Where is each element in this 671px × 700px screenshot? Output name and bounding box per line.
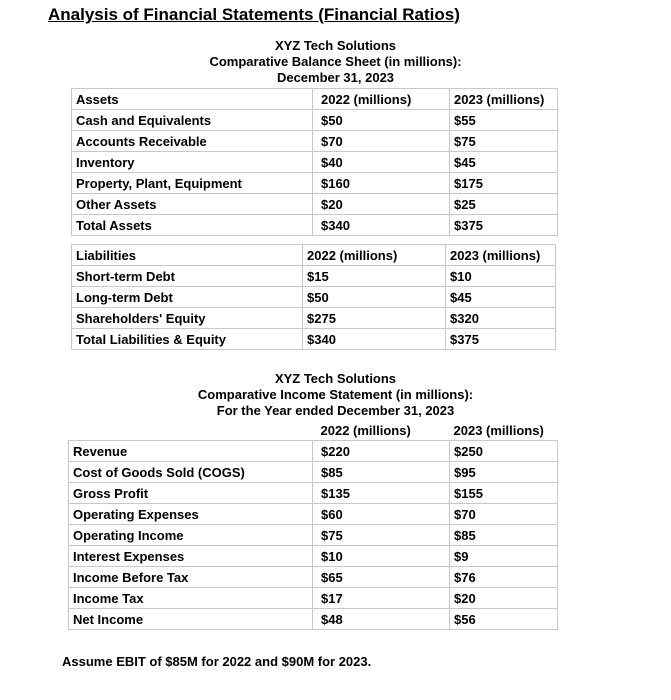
liabilities-row-2022-value: $15 [303, 266, 446, 287]
liabilities-row-2022-value: $340 [303, 329, 446, 350]
assets-row [72, 173, 558, 194]
assets-row-2023-value: $25 [450, 194, 558, 215]
assets-header-row [72, 89, 558, 110]
assets-row-label: Other Assets [72, 194, 313, 215]
liabilities-row-2022-value: $275 [303, 308, 446, 329]
assets-row-label: Property, Plant, Equipment [72, 173, 313, 194]
assets-row [72, 152, 558, 173]
assets-row-2023-value: $75 [450, 131, 558, 152]
income-row [69, 588, 558, 609]
balance-sheet-date: December 31, 2023 [276, 70, 395, 85]
balance-sheet-company: XYZ Tech Solutions [274, 38, 397, 53]
assets-row-2022-value: $20 [313, 194, 450, 215]
income-row-label: Income Before Tax [69, 567, 313, 588]
income-row [69, 504, 558, 525]
liabilities-row-2022-value: $50 [303, 287, 446, 308]
income-row-label: Interest Expenses [69, 546, 313, 567]
income-row-2023-value: $56 [450, 609, 558, 630]
assets-row-label: Cash and Equivalents [72, 110, 313, 131]
income-row [69, 609, 558, 630]
assets-row-2022-value: $340 [313, 215, 450, 236]
assets-row-2022-value: $70 [313, 131, 450, 152]
income-row [69, 525, 558, 546]
income-row-2023-value: $155 [450, 483, 558, 504]
income-header-blank [69, 420, 313, 441]
income-row-2023-value: $70 [450, 504, 558, 525]
assets-table [71, 88, 558, 236]
income-row-label: Operating Expenses [69, 504, 313, 525]
assets-header-label: Assets [72, 89, 313, 110]
liabilities-header-row [72, 245, 556, 266]
income-statement-period: For the Year ended December 31, 2023 [216, 403, 455, 418]
income-row-2022-value: $10 [313, 546, 450, 567]
assets-header-2022: 2022 (millions) [313, 89, 450, 110]
income-row [69, 441, 558, 462]
assets-row [72, 194, 558, 215]
assets-header-2023: 2023 (millions) [450, 89, 558, 110]
liabilities-table [71, 244, 556, 350]
income-row-2022-value: $48 [313, 609, 450, 630]
assets-row-2022-value: $50 [313, 110, 450, 131]
liabilities-row-label: Shareholders' Equity [72, 308, 303, 329]
income-row [69, 567, 558, 588]
assets-row [72, 215, 558, 236]
income-statement-table [68, 420, 558, 630]
liabilities-row-2023-value: $45 [446, 287, 556, 308]
income-header-2023: 2023 (millions) [453, 422, 544, 438]
assets-row [72, 110, 558, 131]
income-row-2023-value: $85 [450, 525, 558, 546]
liabilities-row [72, 308, 556, 329]
liabilities-row-2023-value: $10 [446, 266, 556, 287]
page-heading: Analysis of Financial Statements (Financial Ratios) [48, 5, 460, 24]
liabilities-row [72, 287, 556, 308]
income-row-2022-value: $135 [313, 483, 450, 504]
liabilities-row [72, 329, 556, 350]
balance-sheet-subtitle: Comparative Balance Sheet (in millions): [209, 54, 462, 69]
income-row-2022-value: $75 [313, 525, 450, 546]
assets-row [72, 131, 558, 152]
liabilities-row-2023-value: $375 [446, 329, 556, 350]
income-row-2023-value: $9 [450, 546, 558, 567]
assets-row-2023-value: $375 [450, 215, 558, 236]
income-row-2023-value: $76 [450, 567, 558, 588]
income-row [69, 483, 558, 504]
income-statement-title [0, 371, 671, 419]
ebit-assumption-note: Assume EBIT of $85M for 2022 and $90M for 2023. [62, 654, 372, 669]
income-row-label: Revenue [69, 441, 313, 462]
income-row-2022-value: $220 [313, 441, 450, 462]
assets-row-label: Accounts Receivable [72, 131, 313, 152]
income-row-2022-value: $65 [313, 567, 450, 588]
assets-row-2023-value: $45 [450, 152, 558, 173]
liabilities-row-label: Total Liabilities & Equity [72, 329, 303, 350]
income-row-label: Operating Income [69, 525, 313, 546]
liabilities-header-2023: 2023 (millions) [446, 245, 556, 266]
income-row-label: Gross Profit [69, 483, 313, 504]
liabilities-header-2022: 2022 (millions) [303, 245, 446, 266]
liabilities-row-label: Short-term Debt [72, 266, 303, 287]
liabilities-row [72, 266, 556, 287]
income-header-row [69, 420, 558, 441]
liabilities-header-label: Liabilities [72, 245, 303, 266]
income-statement-subtitle: Comparative Income Statement (in millions): [197, 387, 474, 402]
income-row-2022-value: $17 [313, 588, 450, 609]
liabilities-row-label: Long-term Debt [72, 287, 303, 308]
income-row-2023-value: $20 [450, 588, 558, 609]
income-row-2023-value: $250 [450, 441, 558, 462]
liabilities-row-2023-value: $320 [446, 308, 556, 329]
balance-sheet-title [0, 38, 671, 86]
income-header-2022: 2022 (millions) [320, 422, 411, 438]
income-row [69, 546, 558, 567]
income-row [69, 462, 558, 483]
assets-row-label: Total Assets [72, 215, 313, 236]
income-row-label: Net Income [69, 609, 313, 630]
assets-row-2022-value: $40 [313, 152, 450, 173]
assets-row-2023-value: $55 [450, 110, 558, 131]
income-row-2022-value: $85 [313, 462, 450, 483]
assets-row-2023-value: $175 [450, 173, 558, 194]
assets-row-2022-value: $160 [313, 173, 450, 194]
income-row-2023-value: $95 [450, 462, 558, 483]
income-row-label: Cost of Goods Sold (COGS) [69, 462, 313, 483]
income-row-label: Income Tax [69, 588, 313, 609]
income-statement-company: XYZ Tech Solutions [274, 371, 397, 386]
assets-row-label: Inventory [72, 152, 313, 173]
income-row-2022-value: $60 [313, 504, 450, 525]
